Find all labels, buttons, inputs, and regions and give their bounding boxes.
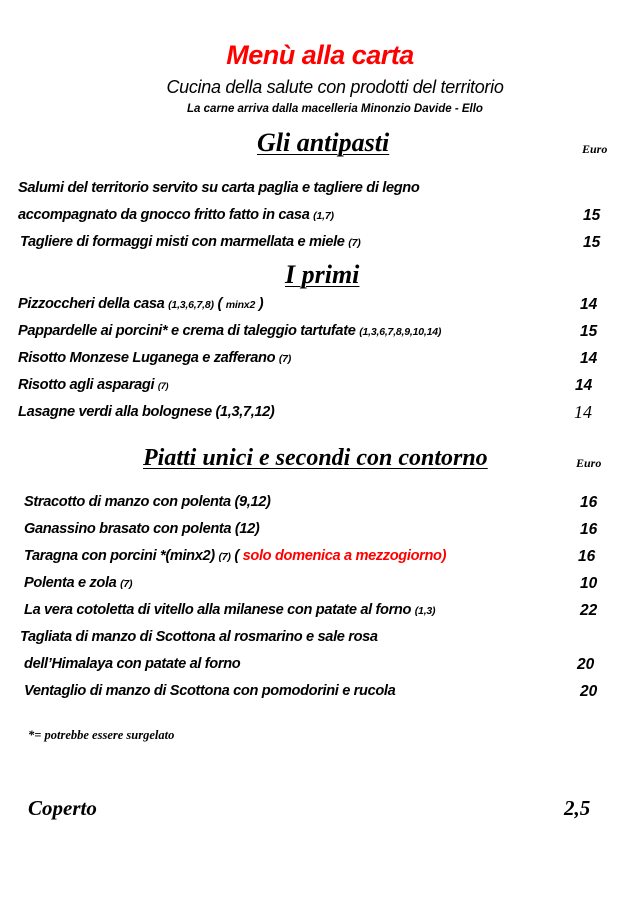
currency-label: Euro (576, 456, 602, 470)
supplier-note: La carne arriva dalla macelleria Minonzio Davide - Ello (187, 103, 483, 115)
menu-item: Ventaglio di manzo di Scottona con pomodorini e rucola (24, 683, 396, 699)
menu-item: Lasagne verdi alla bolognese (1,3,7,12) (18, 404, 275, 420)
item-price: 14 (574, 402, 592, 422)
menu-item: La vera cotoletta di vitello alla milanese con patate al forno (1,3) (24, 602, 436, 618)
menu-item-line: Tagliata di manzo di Scottona al rosmarino e sale rosa (20, 629, 378, 645)
item-price: 20 (580, 683, 598, 700)
item-price: 15 (583, 234, 601, 251)
allergens: (7) (348, 237, 361, 249)
section-title-antipasti: Gli antipasti (257, 128, 390, 157)
menu-item: Pappardelle ai porcini* e crema di taleggio tartufate (1,3,6,7,8,9,10,14) (18, 323, 442, 339)
coperto-price: 2,5 (564, 796, 591, 820)
item-price: 15 (580, 323, 598, 340)
menu-item-line: Salumi del territorio servito su carta paglia e tagliere di legno (18, 180, 420, 196)
currency-label: Euro (582, 142, 608, 156)
menu-item: Stracotto di manzo con polenta (9,12) (24, 494, 271, 510)
menu-item: Polenta e zola (7) (24, 575, 133, 591)
coperto-label: Coperto (28, 796, 97, 820)
availability-note: solo domenica a mezzogiorno) (242, 548, 447, 564)
item-price: 16 (580, 494, 598, 511)
menu-item: accompagnato da gnocco fritto fatto in casa (1,7) (18, 207, 334, 223)
section-title-primi: I primi (285, 260, 360, 289)
menu-item: Risotto Monzese Luganega e zafferano (7) (18, 350, 292, 366)
item-price: 22 (580, 602, 598, 619)
item-price: 14 (580, 296, 598, 313)
item-price: 14 (580, 350, 598, 367)
menu-title: Menù alla carta (226, 40, 414, 70)
allergens: (1,7) (313, 210, 334, 222)
item-price: 15 (583, 207, 601, 224)
item-price: 14 (575, 377, 593, 394)
item-price: 20 (577, 656, 595, 673)
menu-item: Risotto agli asparagi (7) (18, 377, 169, 393)
menu-item: Pizzoccheri della casa (1,3,6,7,8) ( minx2 ) (18, 296, 264, 312)
menu-item: Taragna con porcini *(minx2) (7) ( solo domenica a mezzogiorno) (24, 548, 447, 564)
menu-item: Tagliere di formaggi misti con marmellata e miele (7) (20, 234, 361, 250)
item-price: 16 (580, 521, 598, 538)
footnote: *= potrebbe essere surgelato (28, 728, 175, 742)
menu-item: Ganassino brasato con polenta (12) (24, 521, 260, 537)
item-price: 10 (580, 575, 598, 592)
menu-item: dell’Himalaya con patate al forno (24, 656, 241, 672)
item-price: 16 (578, 548, 596, 565)
menu-subtitle: Cucina della salute con prodotti del territorio (166, 77, 504, 97)
section-title-secondi: Piatti unici e secondi con contorno (143, 445, 488, 471)
